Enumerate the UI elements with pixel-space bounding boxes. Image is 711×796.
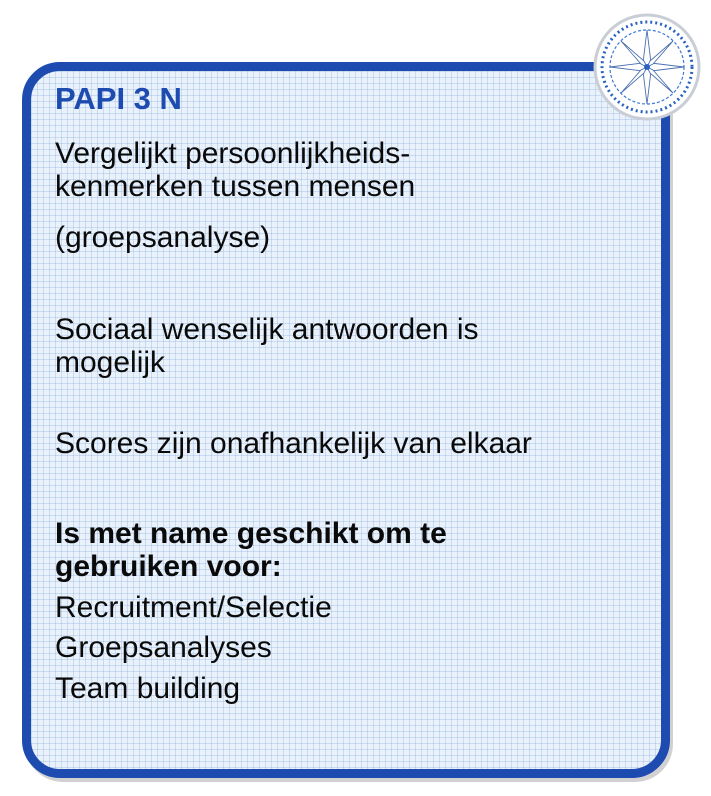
uses-heading: Is met name geschikt om te gebruiken voor: bbox=[55, 517, 447, 583]
use-item-group-analyses: Groepsanalyses bbox=[55, 631, 272, 664]
info-card bbox=[22, 62, 670, 778]
use-item-recruitment: Recruitment/Selectie bbox=[55, 591, 332, 624]
description-social-desirability: Sociaal wenselijk antwoorden is mogelijk bbox=[55, 313, 479, 379]
card-title: PAPI 3 N bbox=[55, 81, 182, 116]
compass-rose-seal-icon bbox=[592, 12, 702, 122]
description-group-analysis: (groepsanalyse) bbox=[55, 221, 271, 254]
description-comparison: Vergelijkt persoonlijkheids- kenmerken tussen mensen bbox=[55, 137, 416, 203]
description-scores: Scores zijn onafhankelijk van elkaar bbox=[55, 427, 532, 460]
use-item-team-building: Team building bbox=[55, 672, 241, 705]
